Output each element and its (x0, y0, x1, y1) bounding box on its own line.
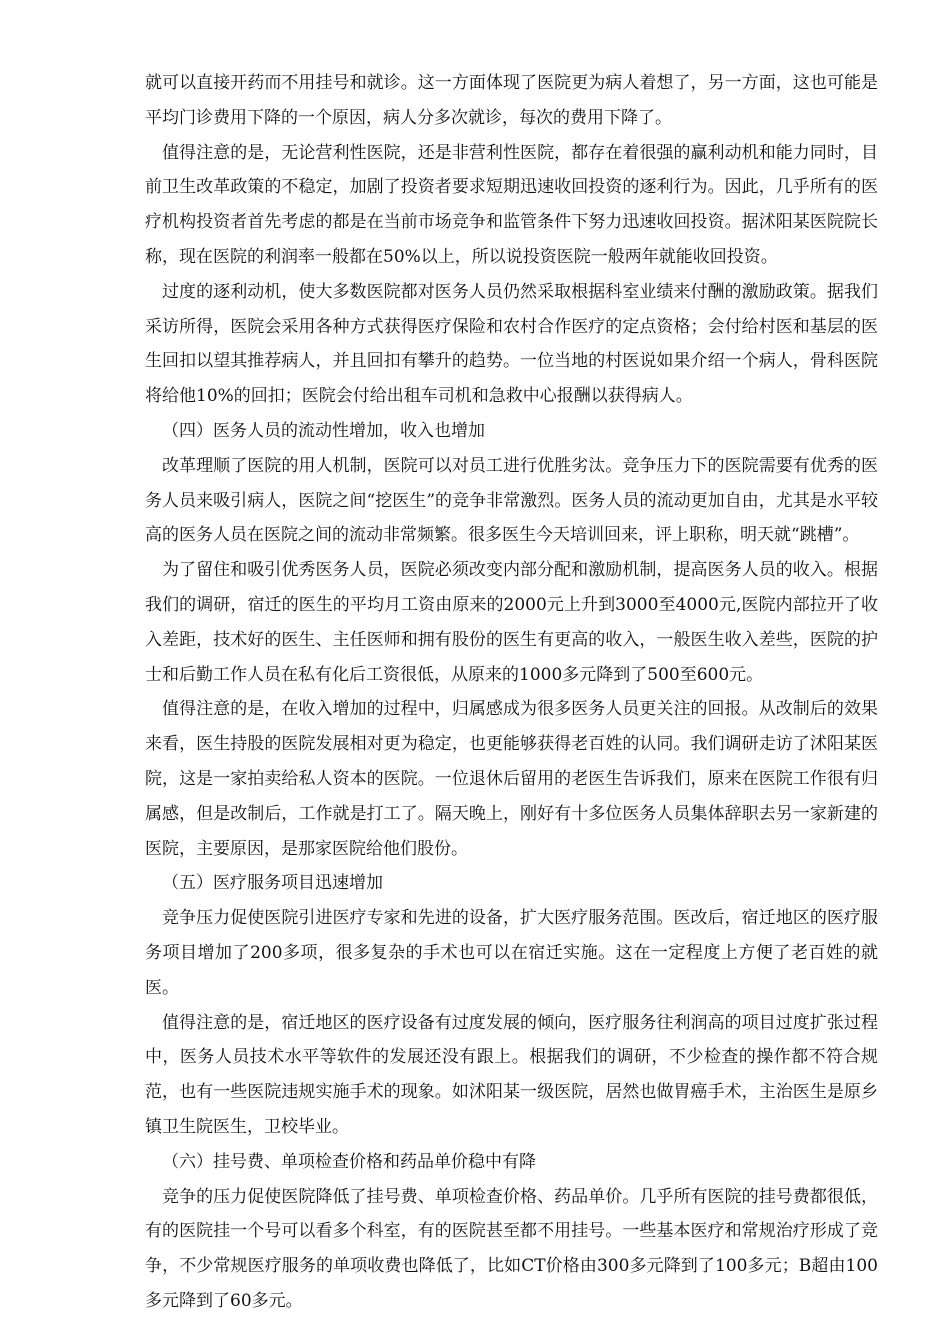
section-heading: （五）医疗服务项目迅速增加 (162, 873, 383, 894)
paragraph: 为了留住和吸引优秀医务人员，医院必须改变内部分配和激励机制，提高医务人员的收入。根据我们的调研，宿迁的医生的平均月工资由原来的2000元上升到3000至4000元,医院内部拉开了收入差距，技术好的医生、主任医师和拥有股份的医生有更高的收入，一般医生收入差些，医院的护士和后勤工作人员在私有化后工资很低，从原来的1000多元降到了500至600元。 (145, 560, 878, 685)
paragraph: 就可以直接开药而不用挂号和就诊。这一方面体现了医院更为病人着想了，另一方面，这也可能是平均门诊费用下降的一个原因，病人分多次就诊，每次的费用下降了。 (145, 73, 878, 128)
document-page (145, 66, 878, 1319)
paragraph: 值得注意的是，无论营利性医院，还是非营利性医院，都存在着很强的赢利动机和能力同时，目前卫生改革政策的不稳定，加剧了投资者要求短期迅速收回投资的逐利行为。因此，几乎所有的医疗机构投资者首先考虑的都是在当前市场竞争和监管条件下努力迅速收回投资。据沭阳某医院院长称，现在医院的利润率一般都在50%以上，所以说投资医院一般两年就能收回投资。 (145, 142, 878, 267)
section-heading: （六）挂号费、单项检查价格和药品单价稳中有降 (162, 1151, 536, 1172)
paragraph: 过度的逐利动机，使大多数医院都对医务人员仍然采取根据科室业绩来付酬的激励政策。据我们采访所得，医院会采用各种方式获得医疗保险和农村合作医疗的定点资格；会付给村医和基层的医生回扣以望其推荐病人，并且回扣有攀升的趋势。一位当地的村医说如果介绍一个病人，骨科医院将给他10%的回扣；医院会付给出租车司机和急救中心报酬以获得病人。 (145, 281, 878, 407)
paragraph: 竞争压力促使医院引进医疗专家和先进的设备，扩大医疗服务范围。医改后，宿迁地区的医疗服务项目增加了200多项，很多复杂的手术也可以在宿迁实施。这在一定程度上方便了老百姓的就医。 (145, 908, 878, 998)
paragraph: 值得注意的是，在收入增加的过程中，归属感成为很多医务人员更关注的回报。从改制后的效果来看，医生持股的医院发展相对更为稳定，也更能够获得老百姓的认同。我们调研走访了沭阳某医院，这是一家拍卖给私人资本的医院。一位退休后留用的老医生告诉我们，原来在医院工作很有归属感，但是改制后，工作就是打工了。隔天晚上，刚好有十多位医务人员集体辞职去另一家新建的医院，主要原因，是那家医院给他们股份。 (145, 699, 878, 859)
paragraph: 值得注意的是，宿迁地区的医疗设备有过度发展的倾向，医疗服务往利润高的项目过度扩张过程中，医务人员技术水平等软件的发展还没有跟上。根据我们的调研，不少检查的操作都不符合规范，也有一些医院违规实施手术的现象。如沭阳某一级医院，居然也做胃癌手术，主治医生是原乡镇卫生院医生，卫校毕业。 (145, 1012, 878, 1137)
paragraph: 竞争的压力促使医院降低了挂号费、单项检查价格、药品单价。几乎所有医院的挂号费都很低，有的医院挂一个号可以看多个科室，有的医院甚至都不用挂号。一些基本医疗和常规治疗形成了竞争，不少常规医疗服务的单项收费也降低了，比如CT价格由300多元降到了100多元；B超由100多元降到了60多元。 (145, 1186, 878, 1311)
section-heading: （四）医务人员的流动性增加，收入也增加 (162, 420, 485, 441)
paragraph: 改革理顺了医院的用人机制，医院可以对员工进行优胜劣汰。竞争压力下的医院需要有优秀的医务人员来吸引病人，医院之间“挖医生”的竞争非常激烈。医务人员的流动更加自由，尤其是水平较高的医务人员在医院之间的流动非常频繁。很多医生今天培训回来，评上职称，明天就“跳槽”。 (145, 455, 878, 546)
